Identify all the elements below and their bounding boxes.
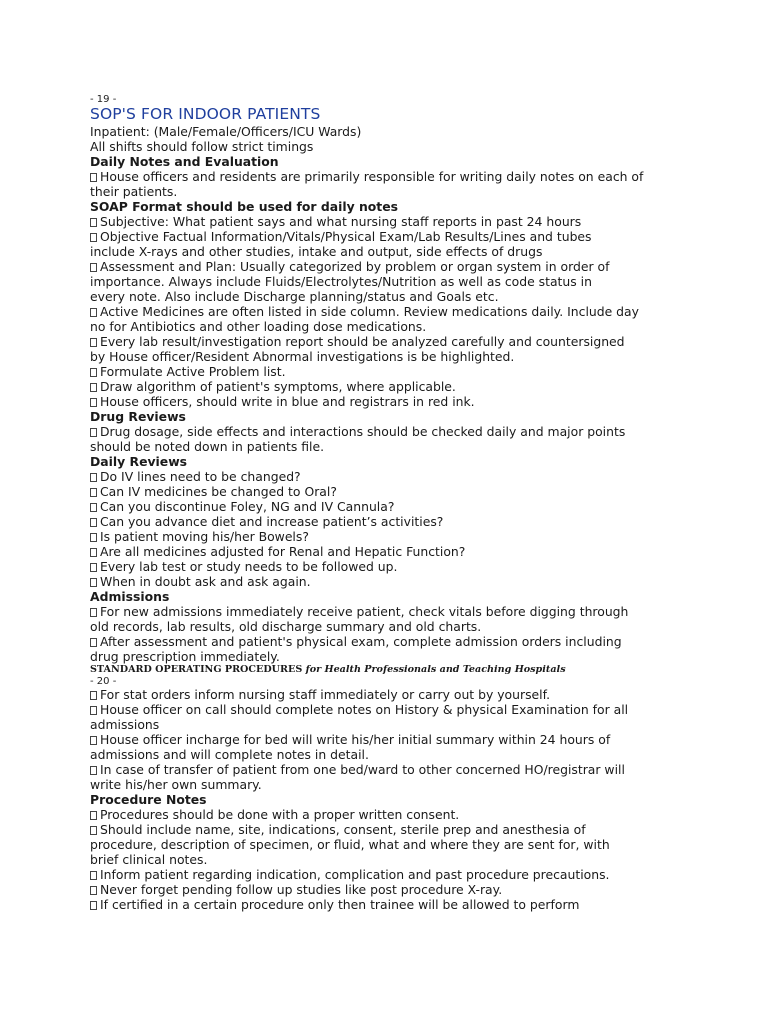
- page-number: - 19 -: [90, 94, 117, 105]
- list-item: Should include name, site, indications, consent, sterile prep and anesthesia of: [90, 822, 750, 837]
- bullet-box-icon: [90, 901, 97, 910]
- bullet-box-icon: [90, 503, 97, 512]
- bullet-box-icon: [90, 691, 97, 700]
- list-item-cont: no for Antibiotics and other loading dose medications.: [90, 319, 427, 334]
- section-heading-admissions: Admissions: [90, 589, 170, 604]
- list-item-cont: write his/her own summary.: [90, 777, 262, 792]
- list-item: Can IV medicines be changed to Oral?: [90, 484, 750, 499]
- bullet-box-icon: [90, 548, 97, 557]
- list-item-cont: include X-rays and other studies, intake and output, side effects of drugs: [90, 244, 543, 259]
- bullet-box-icon: [90, 638, 97, 647]
- bullet-box-icon: [90, 398, 97, 407]
- list-item: Can you advance diet and increase patient’s activities?: [90, 514, 750, 529]
- bullet-box-icon: [90, 518, 97, 527]
- list-item: Inform patient regarding indication, complication and past procedure precautions.: [90, 867, 750, 882]
- list-item: Is patient moving his/her Bowels?: [90, 529, 750, 544]
- list-item: In case of transfer of patient from one bed/ward to other concerned HO/registrar will: [90, 762, 750, 777]
- list-item-cont: brief clinical notes.: [90, 852, 208, 867]
- list-item: Objective Factual Information/Vitals/Physical Exam/Lab Results/Lines and tubes: [90, 229, 750, 244]
- list-item: House officer on call should complete notes on History & physical Examination for all: [90, 702, 750, 717]
- list-item: After assessment and patient's physical exam, complete admission orders including: [90, 634, 750, 649]
- list-item: House officer incharge for bed will write his/her initial summary within 24 hours of: [90, 732, 750, 747]
- list-item: For new admissions immediately receive patient, check vitals before digging through: [90, 604, 750, 619]
- section-heading-procedure-notes: Procedure Notes: [90, 792, 207, 807]
- list-item-cont: importance. Always include Fluids/Electrolytes/Nutrition as well as code status in: [90, 274, 592, 289]
- list-item-cont: admissions and will complete notes in detail.: [90, 747, 369, 762]
- bullet-box-icon: [90, 428, 97, 437]
- bullet-box-icon: [90, 173, 97, 182]
- bullet-box-icon: [90, 473, 97, 482]
- list-item-cont: drug prescription immediately.: [90, 649, 280, 664]
- list-item: Every lab result/investigation report should be analyzed carefully and countersigned: [90, 334, 750, 349]
- bullet-box-icon: [90, 233, 97, 242]
- bullet-box-icon: [90, 563, 97, 572]
- bullet-box-icon: [90, 488, 97, 497]
- bullet-box-icon: [90, 383, 97, 392]
- list-item-cont: by House officer/Resident Abnormal investigations is be highlighted.: [90, 349, 515, 364]
- list-item: Are all medicines adjusted for Renal and Hepatic Function?: [90, 544, 750, 559]
- bullet-box-icon: [90, 826, 97, 835]
- section-heading-soap: SOAP Format should be used for daily notes: [90, 199, 399, 214]
- list-item: House officers and residents are primarily responsible for writing daily notes on each of: [90, 169, 750, 184]
- list-item: Formulate Active Problem list.: [90, 364, 750, 379]
- list-item-cont: old records, lab results, old discharge summary and old charts.: [90, 619, 482, 634]
- list-item-cont: procedure, description of specimen, or fluid, what and where they are sent for, with: [90, 837, 610, 852]
- list-item-cont: every note. Also include Discharge planning/status and Goals etc.: [90, 289, 499, 304]
- list-item-cont: admissions: [90, 717, 160, 732]
- bullet-box-icon: [90, 811, 97, 820]
- section-heading-daily-notes: Daily Notes and Evaluation: [90, 154, 279, 169]
- list-item: Drug dosage, side effects and interactions should be checked daily and major points: [90, 424, 750, 439]
- list-item: When in doubt ask and ask again.: [90, 574, 750, 589]
- section-heading-daily-reviews: Daily Reviews: [90, 454, 188, 469]
- bullet-box-icon: [90, 886, 97, 895]
- list-item: If certified in a certain procedure only then trainee will be allowed to perform: [90, 897, 750, 912]
- bullet-box-icon: [90, 766, 97, 775]
- document-page: [90, 94, 750, 912]
- list-item: For stat orders inform nursing staff immediately or carry out by yourself.: [90, 687, 750, 702]
- list-item: Active Medicines are often listed in side column. Review medications daily. Include day: [90, 304, 750, 319]
- page-title: SOP'S FOR INDOOR PATIENTS: [90, 105, 321, 123]
- list-item: Never forget pending follow up studies like post procedure X-ray.: [90, 882, 750, 897]
- list-item: Every lab test or study needs to be followed up.: [90, 559, 750, 574]
- list-item: Subjective: What patient says and what nursing staff reports in past 24 hours: [90, 214, 750, 229]
- bullet-box-icon: [90, 218, 97, 227]
- running-footer: STANDARD OPERATING PROCEDURES for Health Professionals and Teaching Hospitals: [90, 664, 566, 675]
- bullet-box-icon: [90, 871, 97, 880]
- bullet-box-icon: [90, 533, 97, 542]
- list-item: Procedures should be done with a proper written consent.: [90, 807, 750, 822]
- intro-line: Inpatient: (Male/Female/Officers/ICU Wards): [90, 124, 362, 139]
- list-item: Can you discontinue Foley, NG and IV Cannula?: [90, 499, 750, 514]
- list-item-cont: should be noted down in patients file.: [90, 439, 325, 454]
- bullet-box-icon: [90, 706, 97, 715]
- intro-line: All shifts should follow strict timings: [90, 139, 314, 154]
- list-item: Draw algorithm of patient's symptoms, where applicable.: [90, 379, 750, 394]
- bullet-box-icon: [90, 263, 97, 272]
- page-number: - 20 -: [90, 676, 117, 687]
- bullet-box-icon: [90, 608, 97, 617]
- bullet-box-icon: [90, 578, 97, 587]
- bullet-box-icon: [90, 338, 97, 347]
- list-item: House officers, should write in blue and registrars in red ink.: [90, 394, 750, 409]
- bullet-box-icon: [90, 368, 97, 377]
- list-item: Do IV lines need to be changed?: [90, 469, 750, 484]
- bullet-box-icon: [90, 308, 97, 317]
- list-item: Assessment and Plan: Usually categorized by problem or organ system in order of: [90, 259, 750, 274]
- section-heading-drug-reviews: Drug Reviews: [90, 409, 186, 424]
- list-item-cont: their patients.: [90, 184, 178, 199]
- bullet-box-icon: [90, 736, 97, 745]
